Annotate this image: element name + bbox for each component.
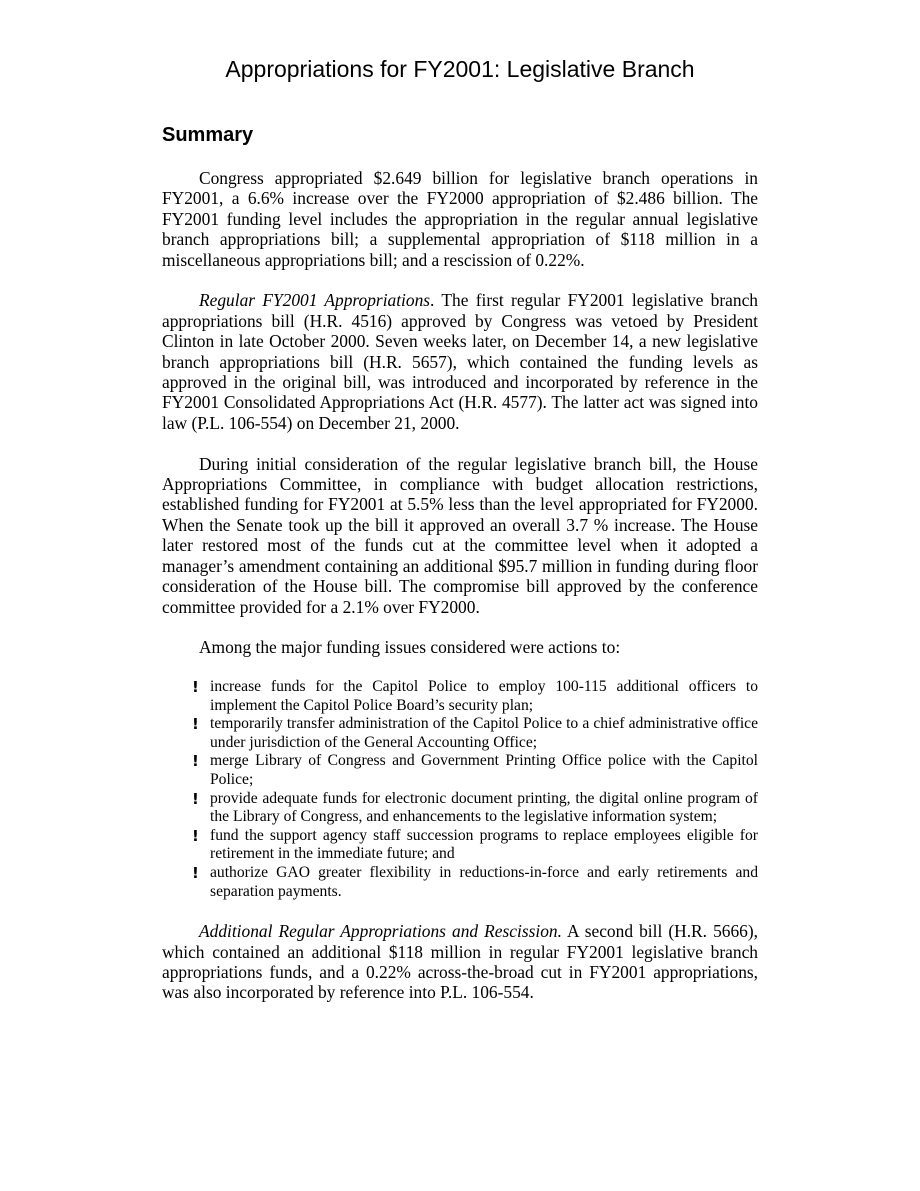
list-item-text: authorize GAO greater flexibility in reductions-in-force and early retirements and separation payments. (210, 864, 758, 900)
paragraph-lead-italic: Additional Regular Appropriations and Rescission. (199, 921, 562, 942)
paragraph-issues-intro: Among the major funding issues considered were actions to: (199, 637, 621, 658)
paragraph-overview: Congress appropriated $2.649 billion for legislative branch operations in FY2001, a 6.6% increase over the FY2000 appropriation of $2.486 billion. The FY2001 funding level includes the appropriation in the regular annual legislative branch appropriations bill; a supplemental appropriation of $118 million in a miscellaneous appropriations bill; and a rescission of 0.22%. (162, 168, 758, 270)
exclamation-bullet-icon: ! (192, 789, 199, 808)
paragraph-lead-italic: Regular FY2001 Appropriations (199, 290, 431, 311)
exclamation-bullet-icon: ! (192, 715, 199, 734)
list-item (162, 864, 758, 901)
list-item-text: temporarily transfer administration of the Capitol Police to a chief administrative office under jurisdiction of the General Accounting Office; (210, 715, 758, 751)
paragraph-regular-appropriations (162, 290, 758, 433)
list-item (162, 752, 758, 789)
document-title: Appropriations for FY2001: Legislative Branch (225, 56, 695, 82)
paragraph-text: A second bill (H.R. 5666), which contained an additional $118 million in regular FY2001 legislative branch appropriations funds, and a 0.22% across-the-broad cut in FY2001 appropriations, was also incorporated by reference into P.L. 106-554. (162, 921, 758, 1003)
exclamation-bullet-icon: ! (192, 864, 199, 883)
funding-issues-list (162, 678, 758, 901)
exclamation-bullet-icon: ! (192, 826, 199, 845)
list-item-text: merge Library of Congress and Government Printing Office police with the Capitol Police; (210, 752, 758, 789)
list-item (162, 790, 758, 827)
list-item (162, 678, 758, 715)
list-item (162, 715, 758, 752)
list-item-text: fund the support agency staff succession programs to replace employees eligible for retirement in the immediate future; and (210, 826, 758, 863)
exclamation-bullet-icon: ! (192, 678, 199, 697)
paragraph-initial-consideration: During initial consideration of the regular legislative branch bill, the House Appropriations Committee, in compliance with budget allocation restrictions, established funding for FY2001 at 5.5% less than the level appropriated for FY2000. When the Senate took up the bill it approved an overall 3.7 % increase. The House later restored most of the funds cut at the committee level when it adopted a manager’s amendment containing an additional $95.7 million in funding during floor consideration of the House bill. The compromise bill approved by the conference committee provided for a 2.1% over FY2000. (162, 453, 758, 617)
summary-body (162, 168, 758, 1023)
section-heading-summary: Summary (162, 124, 254, 146)
list-item-text: increase funds for the Capitol Police to employ 100-115 additional officers to implement the Capitol Police Board’s security plan; (210, 678, 758, 714)
paragraph-text: . The first regular FY2001 legislative branch appropriations bill (H.R. 4516) approved by Congress was vetoed by President Clinton in late October 2000. Seven weeks later, on December 14, a new legislative branch appropriations bill (H.R. 5657), which contained the funding levels as approved in the original bill, was introduced and incorporated by reference in the FY2001 Consolidated Appropriations Act (H.R. 4577). The latter act was signed into law (P.L. 106-554) on December 21, 2000. (162, 290, 758, 433)
exclamation-bullet-icon: ! (192, 752, 199, 771)
paragraph-additional-appropriations (162, 921, 758, 1003)
list-item (162, 827, 758, 864)
list-item-text: provide adequate funds for electronic document printing, the digital online program of the Library of Congress, and enhancements to the legislative information system; (210, 789, 758, 826)
